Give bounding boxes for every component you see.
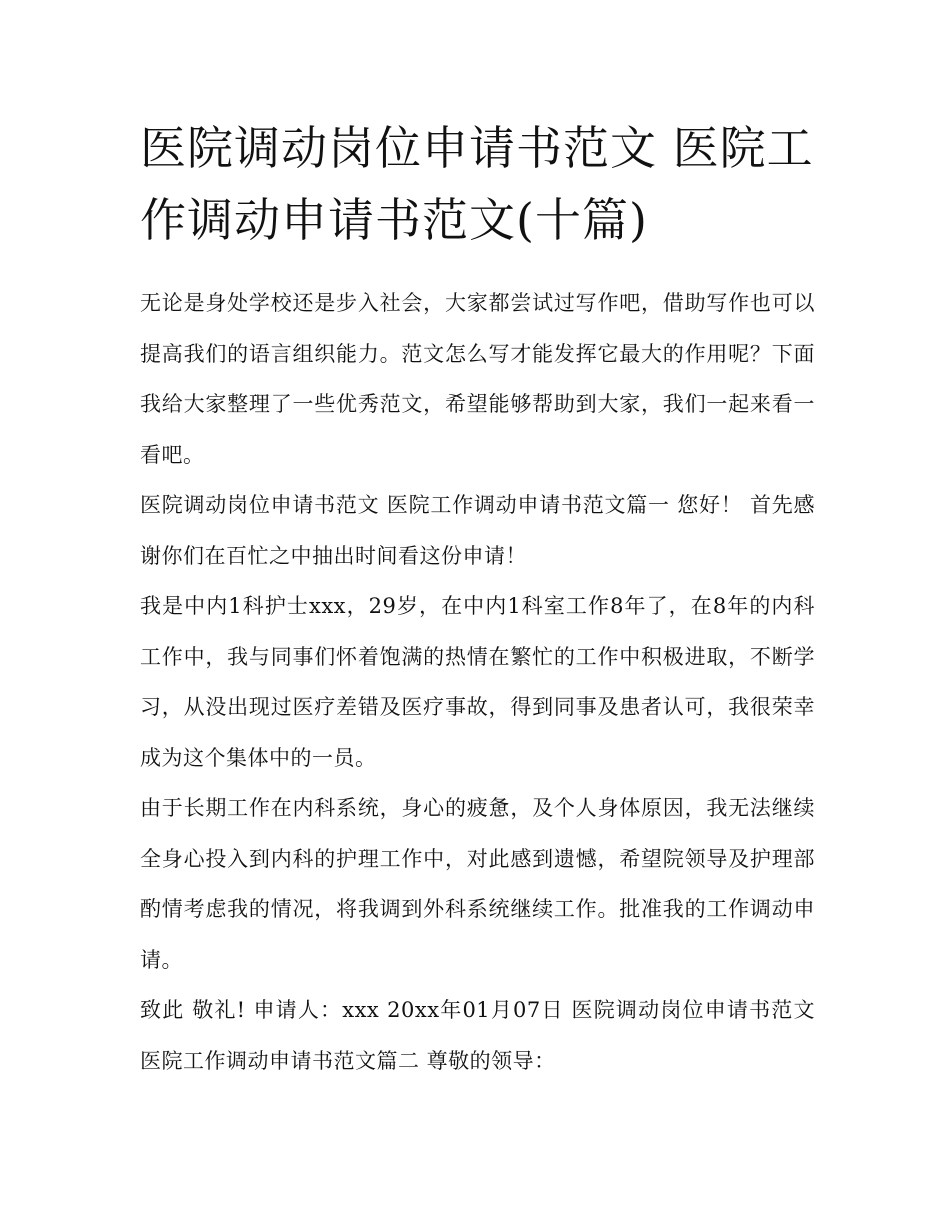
paragraph-closing: 致此 敬礼! 申请人：xxx 20xx年01月07日 医院调动岗位申请书范文 医院工作调动申请书范文篇二 尊敬的领导： <box>140 998 815 1073</box>
paragraph-reason: 由于长期工作在内科系统，身心的疲惫，及个人身体原因，我无法继续全身心投入到内科的护理工作中，对此感到遗憾，希望院领导及护理部酌情考虑我的情况，将我调到外科系统继续工作。批准我的工作调动申请。 <box>140 796 815 972</box>
paragraph-heading-one: 医院调动岗位申请书范文 医院工作调动申请书范文篇一 您好！ 首先感谢你们在百忙之中抽出时间看这份申请！ <box>140 493 815 568</box>
document-body <box>140 278 815 1086</box>
paragraph-intro: 无论是身处学校还是步入社会，大家都尝试过写作吧，借助写作也可以提高我们的语言组织能力。范文怎么写才能发挥它最大的作用呢？下面我给大家整理了一些优秀范文，希望能够帮助到大家，我们一起来看一看吧。 <box>140 291 815 467</box>
document-title: 医院调动岗位申请书范文 医院工作调动申请书范文(十篇) <box>140 121 814 247</box>
paragraph-self-intro: 我是中内1科护士xxx，29岁，在中内1科室工作8年了，在8年的内科工作中，我与同事们怀着饱满的热情在繁忙的工作中积极进取，不断学习，从没出现过医疗差错及医疗事故，得到同事及患者认可，我很荣幸成为这个集体中的一员。 <box>140 594 815 770</box>
